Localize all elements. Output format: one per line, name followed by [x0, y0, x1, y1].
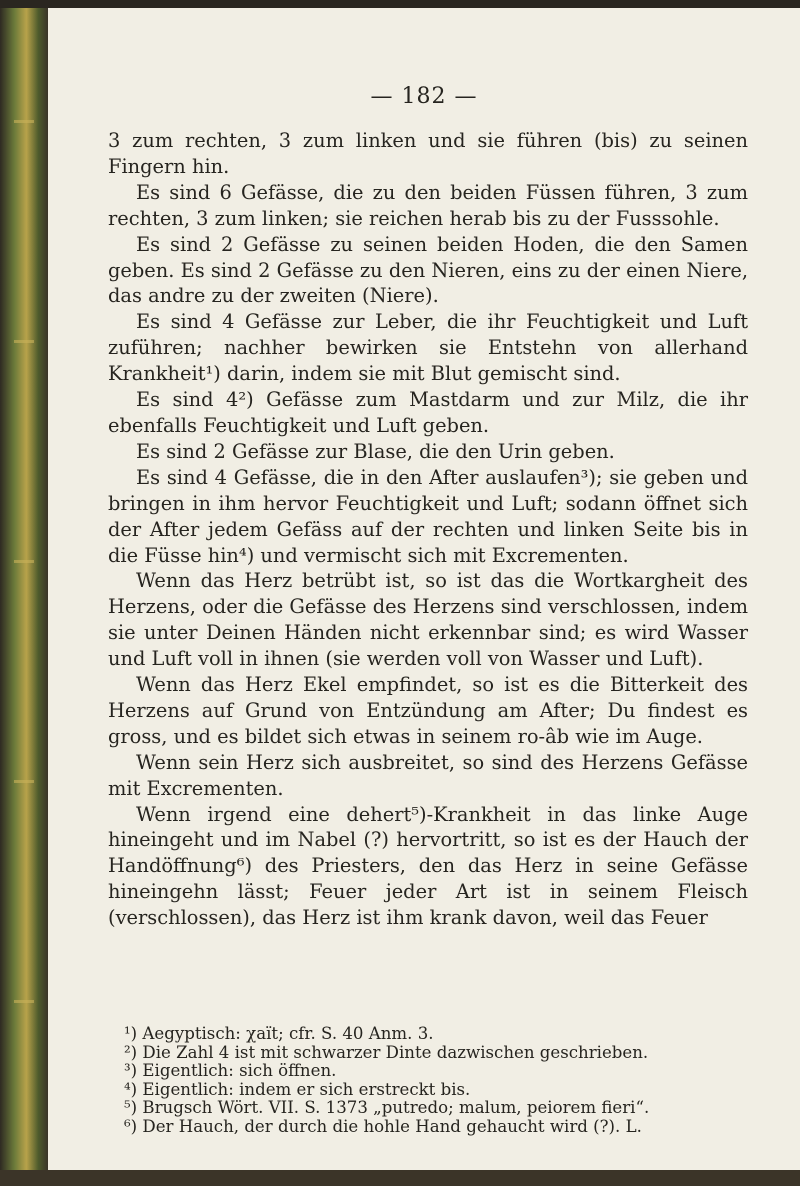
paragraph-9: Wenn das Herz Ekel empfindet, so ist es die Bitterkeit des Herzens auf Grund von Entzündung am After; Du findest es gross, und es bildet sich etwas in seinem ro-âb wie im Auge.	[108, 673, 748, 748]
paragraph-10: Wenn sein Herz sich ausbreitet, so sind des Herzens Gefässe mit Excrementen.	[108, 750, 748, 800]
spine-ornament	[14, 340, 34, 343]
paragraph-11: Wenn irgend eine dehert⁵)-Krankheit in das linke Auge hineingeht und im Nabel (?) hervortritt, so ist es der Hauch der Handöffnung⁶) des Priesters, den das Herz in seine Gefässe hineingehn lässt; Feuer jeder Art ist in seinem Fleisch (verschlossen), das Herz ist ihm krank davon, weil das Feuer	[108, 802, 748, 930]
spine-ornament	[14, 120, 34, 123]
paragraph-4: Es sind 4 Gefässe zur Leber, die ihr Feuchtigkeit und Luft zuführen; nachher bewirken sie Entstehn von allerhand Krankheit¹) darin, indem sie mit Blut gemischt sind.	[108, 310, 748, 386]
paragraph-6: Es sind 2 Gefässe zur Blase, die den Urin geben.	[136, 439, 615, 463]
footnote-5: ⁵) Brugsch Wört. VII. S. 1373 „putredo; malum, peiorem fieri“.	[124, 1098, 650, 1118]
footnote-2: ²) Die Zahl 4 ist mit schwarzer Dinte dazwischen geschrieben.	[124, 1042, 649, 1062]
spine-ornament	[14, 780, 34, 783]
book-spine	[0, 0, 48, 1186]
paragraph-5: Es sind 4²) Gefässe zum Mastdarm und zur Milz, die ihr ebenfalls Feuchtigkeit und Luft geben.	[108, 388, 748, 437]
book-page	[48, 8, 800, 1172]
footnote-6: ⁶) Der Hauch, der durch die hohle Hand gehaucht wird (?). L.	[124, 1116, 642, 1136]
spine-ornament	[14, 560, 34, 563]
paragraph-1: 3 zum rechten, 3 zum linken und sie führen (bis) zu seinen Fingern hin.	[108, 129, 748, 178]
page-number: — 182 —	[370, 84, 478, 109]
scan-top-edge	[0, 0, 800, 8]
footnote-1: ¹) Aegyptisch: χaït; cfr. S. 40 Anm. 3.	[124, 1024, 434, 1043]
body-text	[108, 128, 748, 931]
scan-bottom-edge	[0, 1170, 800, 1186]
paragraph-2: Es sind 6 Gefässe, die zu den beiden Füssen führen, 3 zum rechten, 3 zum linken; sie reichen herab bis zu der Fusssohle.	[108, 180, 748, 230]
spine-ornament	[14, 1000, 34, 1003]
footnote-4: ⁴) Eigentlich: indem er sich erstreckt bis.	[124, 1079, 471, 1099]
paragraph-8: Wenn das Herz betrübt ist, so ist das die Wortkargheit des Herzens, oder die Gefässe des Herzens sind verschlossen, indem sie unter Deinen Händen nicht erkennbar sind; es wird Wasser und Luft voll in ihnen (sie werden voll von Wasser und Luft).	[108, 569, 748, 671]
footnotes	[124, 1025, 748, 1137]
footnote-3: ³) Eigentlich: sich öffnen.	[124, 1061, 337, 1081]
paragraph-7: Es sind 4 Gefässe, die in den After auslaufen³); sie geben und bringen in ihm hervor Feuchtigkeit und Luft; sodann öffnet sich der After jedem Gefäss auf der rechten und linken Seite bis in die Füsse hin⁴) und vermischt sich mit Excrementen.	[108, 465, 748, 567]
paragraph-3: Es sind 2 Gefässe zu seinen beiden Hoden, die den Samen geben. Es sind 2 Gefässe zu den Nieren, eins zu der einen Niere, das andre zu der zweiten (Niere).	[108, 232, 748, 308]
